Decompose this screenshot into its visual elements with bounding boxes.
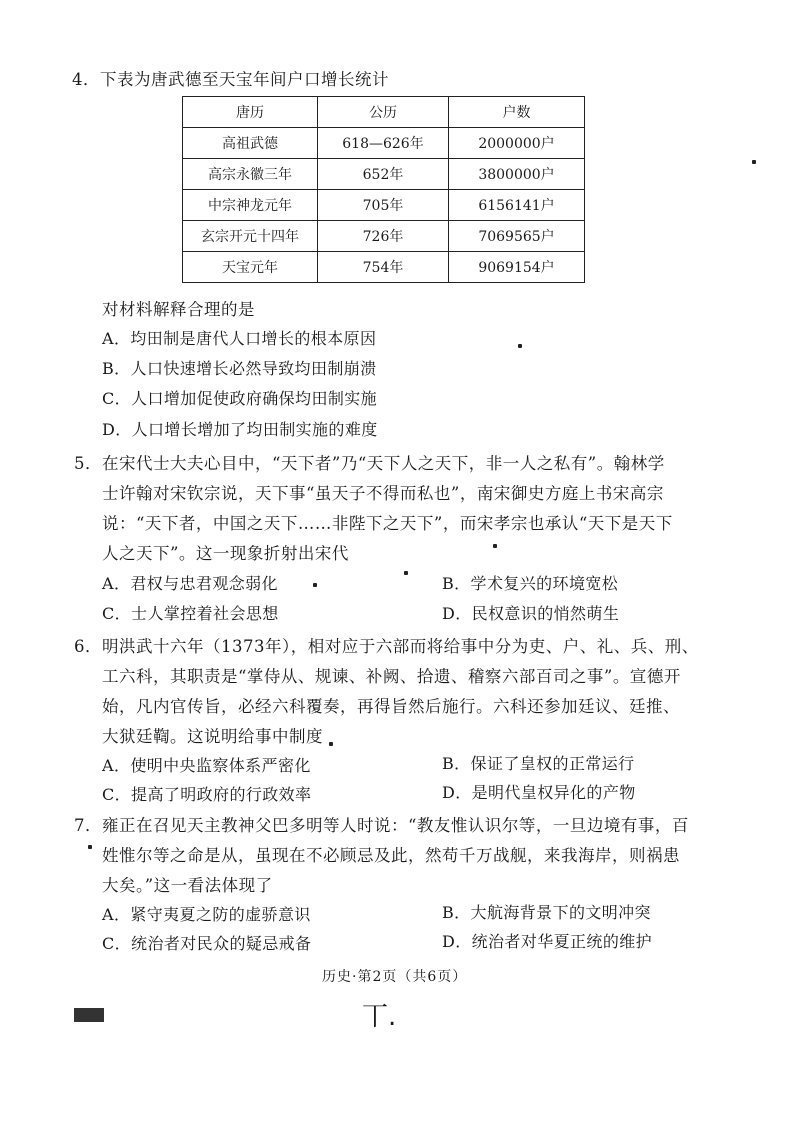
scan-speck xyxy=(752,160,756,164)
table-cell: 7069565户 xyxy=(449,221,585,252)
q6-line-4: 大狱廷鞫。这说明给事中制度 xyxy=(102,727,323,746)
q6-option-a[interactable]: A．使明中央监察体系严密化 xyxy=(102,756,311,775)
q7-option-a[interactable]: A．紧守夷夏之防的虚骄意识 xyxy=(102,905,311,924)
q5-option-c[interactable]: C．士人掌控着社会思想 xyxy=(102,604,279,623)
table-header-row xyxy=(183,97,585,128)
table-cell: 652年 xyxy=(318,159,449,190)
table-cell: 705年 xyxy=(318,190,449,221)
table-cell: 726年 xyxy=(318,221,449,252)
table-cell: 6156141户 xyxy=(449,190,585,221)
table-cell: 玄宗开元十四年 xyxy=(183,221,318,252)
q5-line-4: 人之天下”。这一现象折射出宋代 xyxy=(102,544,349,563)
q7-line-1: 7．雍正在召见天主教神父巴多明等人时说：“教友惟认识尔等，一旦边境有事，百 xyxy=(74,816,689,835)
scan-speck xyxy=(518,344,522,348)
q5-line-1: 5．在宋代士大夫心目中，“天下者”乃“天下人之天下，非一人之私有”。翰林学 xyxy=(74,454,665,473)
q6-option-d[interactable]: D．是明代皇权异化的产物 xyxy=(442,783,636,802)
q7-line-2: 姓惟尔等之命是从，虽现在不必顾忌及此，然苟千万战舰，来我海岸，则祸患 xyxy=(102,846,680,865)
q7-option-d[interactable]: D．统治者对华夏正统的维护 xyxy=(442,932,653,951)
scan-speck xyxy=(313,583,317,587)
scan-artifact xyxy=(74,1008,104,1022)
q5-line-2: 士许翰对宋钦宗说，天下事“虽天子不得而私也”，南宋御史方庭上书宋高宗 xyxy=(102,484,664,503)
scan-speck xyxy=(493,544,497,548)
q7-option-b[interactable]: B．大航海背景下的文明冲突 xyxy=(442,903,651,922)
q6-line-2: 工六科，其职责是“掌侍从、规谏、补阙、拾遗、稽察六部百司之事”。宣德开 xyxy=(102,667,681,686)
q6-option-b[interactable]: B．保证了皇权的正常运行 xyxy=(442,754,635,773)
table-cell: 618—626年 xyxy=(318,128,449,159)
scan-speck xyxy=(329,742,333,746)
q6-option-c[interactable]: C．提高了明政府的行政效率 xyxy=(102,785,312,804)
table-cell: 中宗神龙元年 xyxy=(183,190,318,221)
table-header: 唐历 xyxy=(183,97,318,128)
q5-option-b[interactable]: B．学术复兴的环境宽松 xyxy=(442,574,619,593)
table-cell: 754年 xyxy=(318,252,449,283)
table-row xyxy=(183,221,585,252)
scan-mark: 丅. xyxy=(362,1002,397,1032)
table-row xyxy=(183,190,585,221)
table-row xyxy=(183,252,585,283)
scan-speck xyxy=(88,845,92,849)
q6-line-1: 6．明洪武十六年（1373年），相对应于六部而将给事中分为吏、户、礼、兵、刑、 xyxy=(74,637,699,656)
q6-line-3: 始，凡内官传旨，必经六科覆奏，再得旨然后施行。六科还参加廷议、廷推、 xyxy=(102,697,680,716)
q4-option-a[interactable]: A．均田制是唐代人口增长的根本原因 xyxy=(102,329,377,348)
q5-option-d[interactable]: D．民权意识的悄然萌生 xyxy=(442,604,620,623)
table-cell: 高祖武德 xyxy=(183,128,318,159)
q4-stem: 4．下表为唐武德至天宝年间户口增长统计 xyxy=(72,70,389,89)
q7-line-3: 大矣。”这一看法体现了 xyxy=(102,876,273,895)
q4-ask: 对材料解释合理的是 xyxy=(102,300,255,319)
q7-option-c[interactable]: C．统治者对民众的疑忌戒备 xyxy=(102,934,312,953)
q5-line-3: 说：“天下者，中国之天下……非陛下之天下”，而宋孝宗也承认“天下是天下 xyxy=(102,514,673,533)
q5-option-a[interactable]: A．君权与忠君观念弱化 xyxy=(102,574,278,593)
table-row xyxy=(183,159,585,190)
q4-option-c[interactable]: C．人口增加促使政府确保均田制实施 xyxy=(102,389,378,408)
table-cell: 2000000户 xyxy=(449,128,585,159)
table-cell: 3800000户 xyxy=(449,159,585,190)
q4-option-b[interactable]: B．人口快速增长必然导致均田制崩溃 xyxy=(102,359,377,378)
table-cell: 9069154户 xyxy=(449,252,585,283)
q4-option-d[interactable]: D．人口增长增加了均田制实施的难度 xyxy=(102,420,378,439)
table-row xyxy=(183,128,585,159)
page-number: 历史·第2页（共6页） xyxy=(322,969,468,985)
table-cell: 高宗永徽三年 xyxy=(183,159,318,190)
table-header: 户数 xyxy=(449,97,585,128)
table-header: 公历 xyxy=(318,97,449,128)
household-table xyxy=(182,96,585,283)
scan-speck xyxy=(404,571,408,575)
table-cell: 天宝元年 xyxy=(183,252,318,283)
